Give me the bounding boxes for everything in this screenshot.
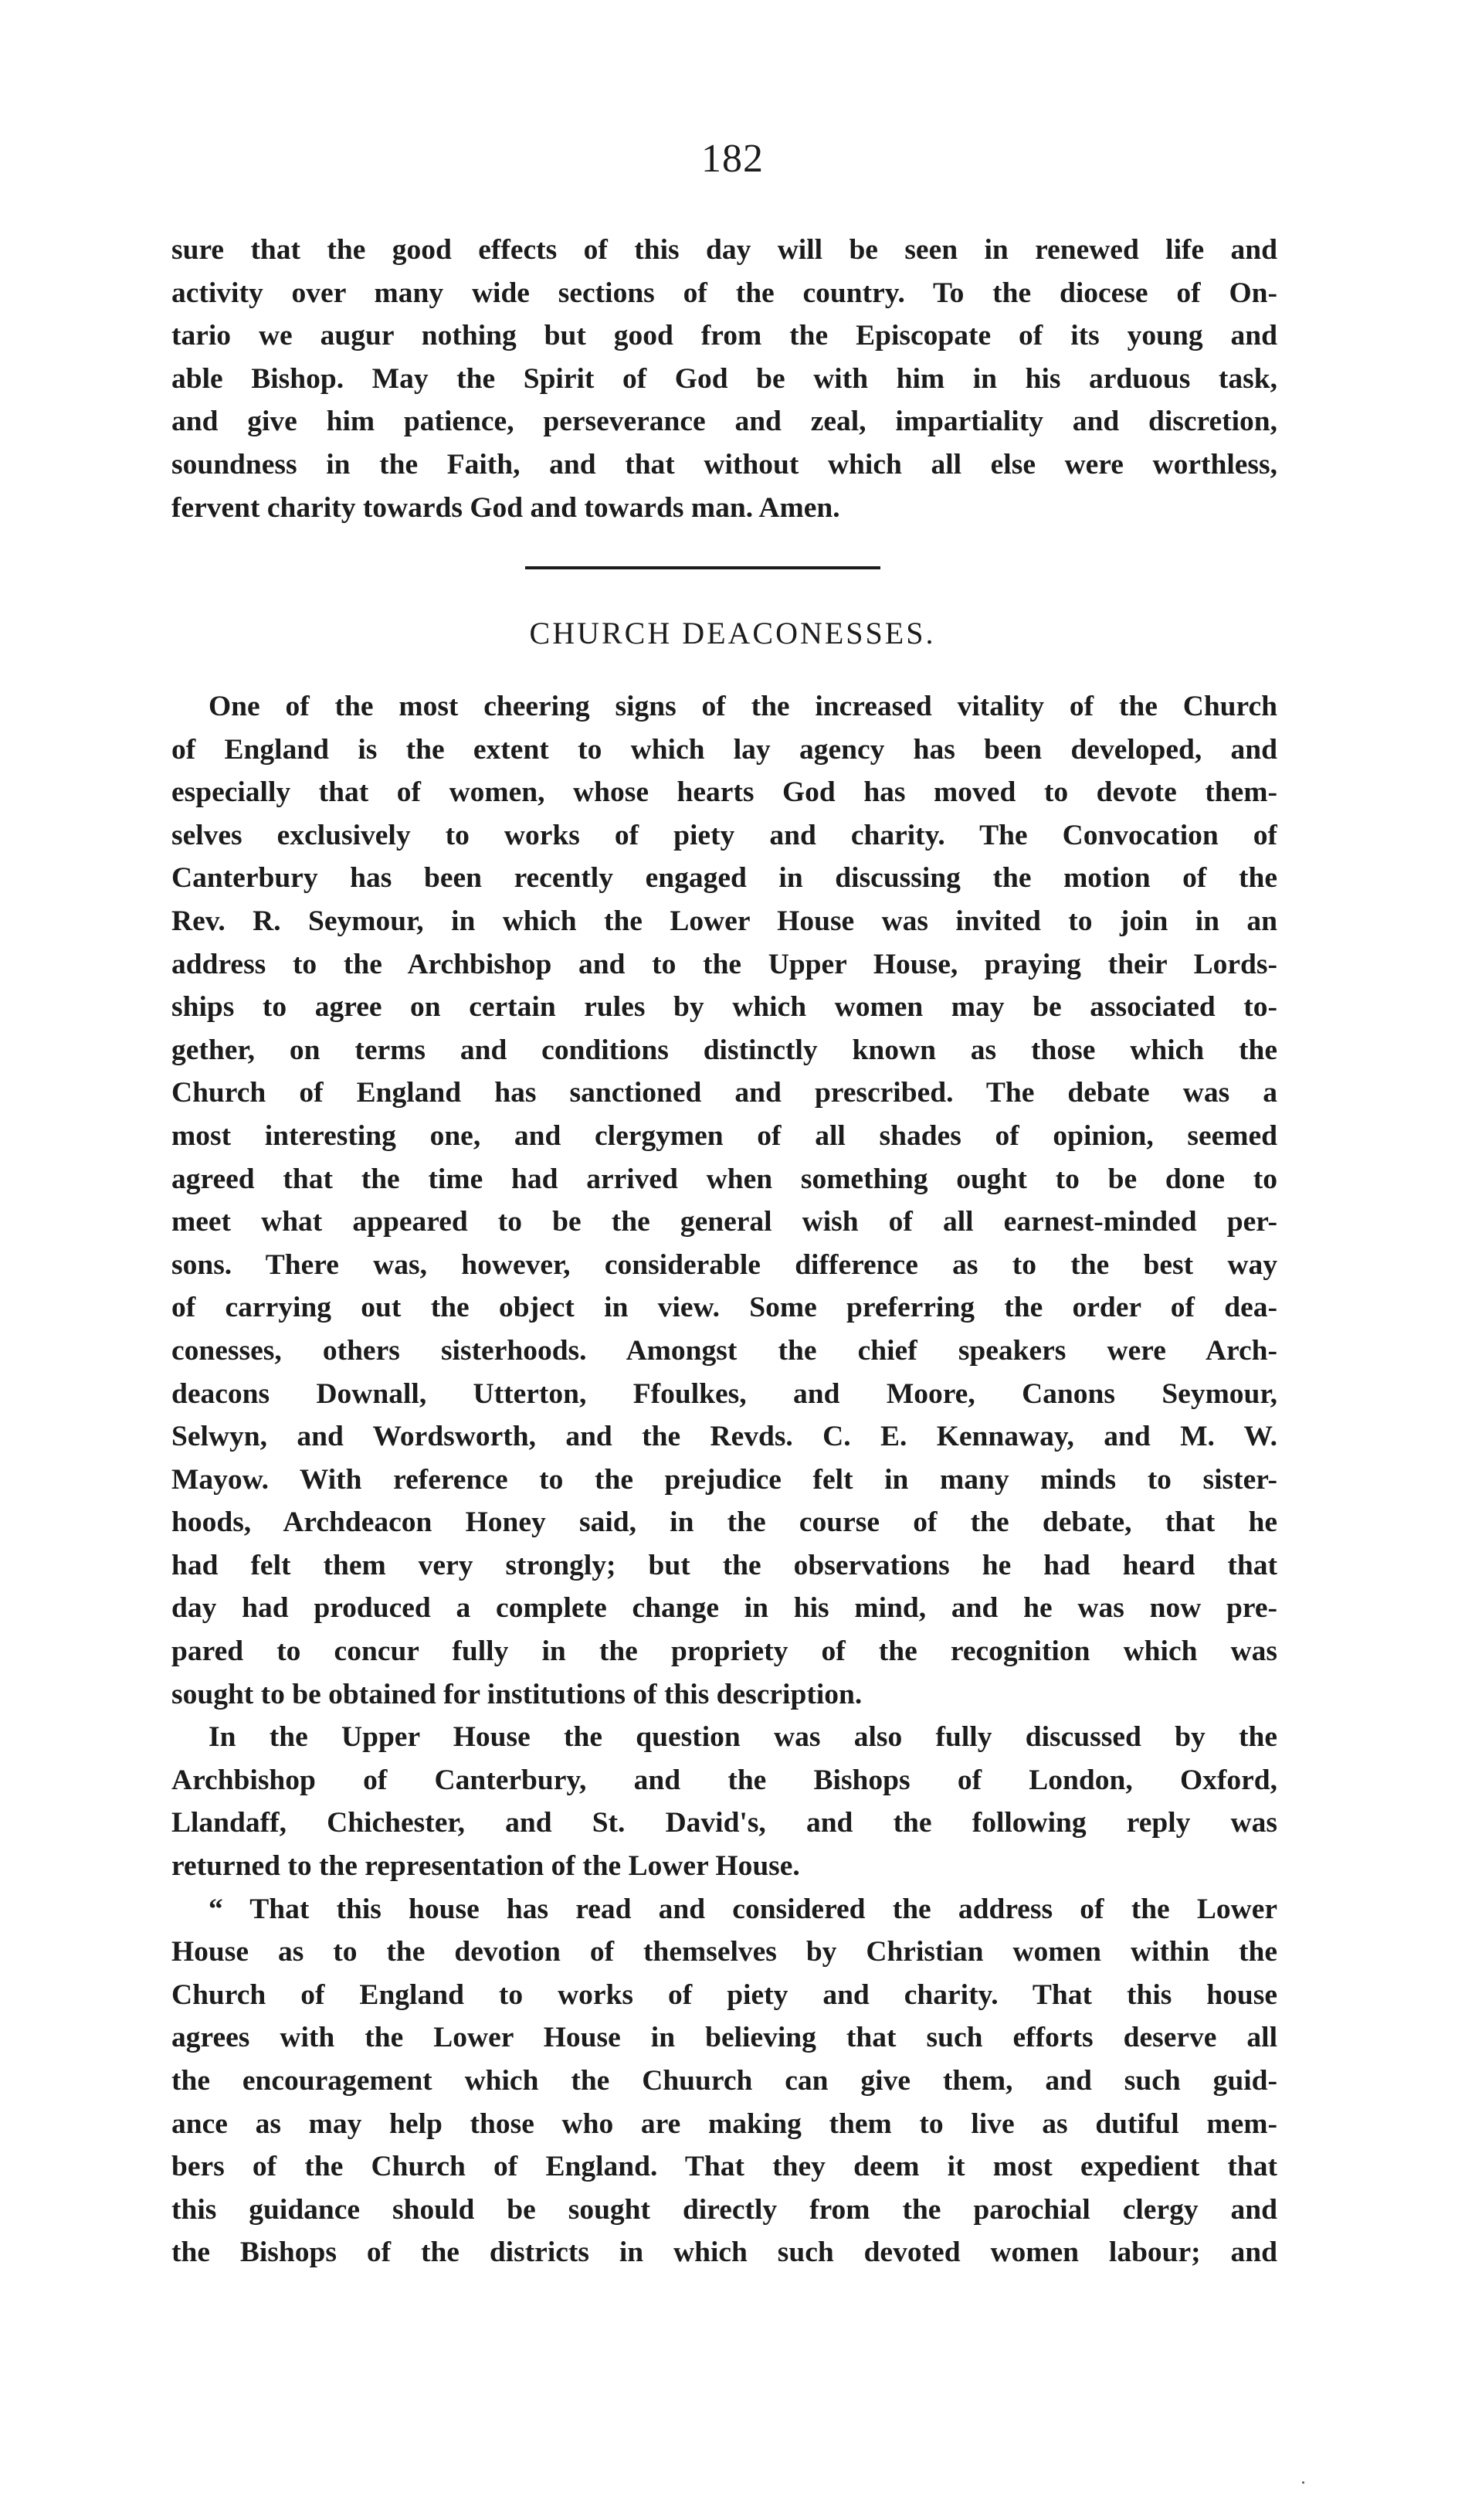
text-line: this guidance should be sought directly from the parochial clergy and — [171, 2193, 1277, 2226]
text-line: Church of England to works of piety and charity. That this house — [171, 1978, 1277, 2011]
scan-speck — [1302, 2481, 1304, 2484]
text-line: Selwyn, and Wordsworth, and the Revds. C. E. Kennaway, and M. W. — [171, 1421, 1277, 1453]
text-line: Canterbury has been recently engaged in discussing the motion of the — [171, 862, 1277, 895]
text-line: Church of England has sanctioned and prescribed. The debate was a — [171, 1077, 1277, 1109]
text-line: most interesting one, and clergymen of all shades of opinion, seemed — [171, 1119, 1277, 1152]
text-line: of England is the extent to which lay agency has been developed, and — [171, 733, 1277, 766]
text-line: One of the most cheering signs of the increased vitality of the Church — [209, 691, 1277, 722]
section-heading: CHURCH DEACONESSES. — [529, 616, 936, 650]
text-line: deacons Downall, Utterton, Ffoulkes, and Moore, Canons Seymour, — [171, 1377, 1277, 1410]
text-line: Rev. R. Seymour, in which the Lower House was invited to join in an — [171, 905, 1277, 937]
text-line: returned to the representation of the Lower House. — [171, 1850, 800, 1883]
text-line: meet what appeared to be the general wish of all earnest-minded per- — [171, 1206, 1277, 1238]
text-line: able Bishop. May the Spirit of God be with him in his arduous task, — [171, 362, 1277, 395]
text-line: pared to concur fully in the propriety of the recognition which was — [171, 1635, 1277, 1668]
text-line: the encouragement which the Chuurch can give them, and such guid- — [171, 2065, 1277, 2097]
text-line: had felt them very strongly; but the observations he had heard that — [171, 1549, 1277, 1581]
text-line: ships to agree on certain rules by which women may be associated to- — [171, 991, 1277, 1024]
text-line: gether, on terms and conditions distinctly known as those which the — [171, 1034, 1277, 1066]
text-line: sons. There was, however, considerable difference as to the best way — [171, 1248, 1277, 1281]
section-body — [171, 685, 1277, 2274]
text-line: hoods, Archdeacon Honey said, in the course of the debate, that he — [171, 1506, 1277, 1539]
text-line: the Bishops of the districts in which such devoted women labour; and — [171, 2236, 1277, 2269]
text-line: sought to be obtained for institutions of this description. — [171, 1678, 863, 1710]
text-line: Llandaff, Chichester, and St. David's, and the following reply was — [171, 1807, 1277, 1839]
text-line: of carrying out the object in view. Some preferring the order of dea- — [171, 1292, 1277, 1324]
text-line: activity over many wide sections of the country. To the diocese of On- — [171, 277, 1277, 309]
page-number: 182 — [701, 137, 764, 181]
text-line: In the Upper House the question was also fully discussed by the — [209, 1721, 1277, 1754]
intro-paragraph — [171, 229, 1277, 529]
text-line: ance as may help those who are making them to live as dutiful mem- — [171, 2107, 1277, 2140]
text-line: tario we augur nothing but good from the Episcopate of its young and — [171, 320, 1277, 352]
text-line: agreed that the time had arrived when something ought to be done to — [171, 1163, 1277, 1195]
text-line: especially that of women, whose hearts God has moved to devote them- — [171, 776, 1277, 809]
text-line: agrees with the Lower House in believing that such efforts deserve all — [171, 2022, 1277, 2054]
text-line: day had produced a complete change in his mind, and he was now pre- — [171, 1592, 1277, 1625]
text-line: Archbishop of Canterbury, and the Bishops of London, Oxford, — [171, 1764, 1277, 1796]
text-line: sure that the good effects of this day will be seen in renewed life and — [171, 234, 1277, 266]
text-line: conesses, others sisterhoods. Amongst the chief speakers were Arch- — [171, 1334, 1277, 1367]
text-line: “ That this house has read and considered the address of the Lower — [209, 1893, 1277, 1925]
text-line: fervent charity towards God and towards man. Amen. — [171, 491, 840, 524]
text-line: House as to the devotion of themselves by Christian women within the — [171, 1936, 1277, 1968]
text-line: address to the Archbishop and to the Upper House, praying their Lords- — [171, 948, 1277, 980]
text-line: soundness in the Faith, and that without which all else were worthless, — [171, 448, 1277, 481]
text-line: and give him patience, perseverance and zeal, impartiality and discretion, — [171, 406, 1277, 438]
text-line: bers of the Church of England. That they deem it most expedient that — [171, 2151, 1277, 2183]
text-line: selves exclusively to works of piety and charity. The Convocation of — [171, 819, 1277, 851]
text-line: Mayow. With reference to the prejudice felt in many minds to sister- — [171, 1463, 1277, 1496]
section-divider — [525, 566, 880, 569]
